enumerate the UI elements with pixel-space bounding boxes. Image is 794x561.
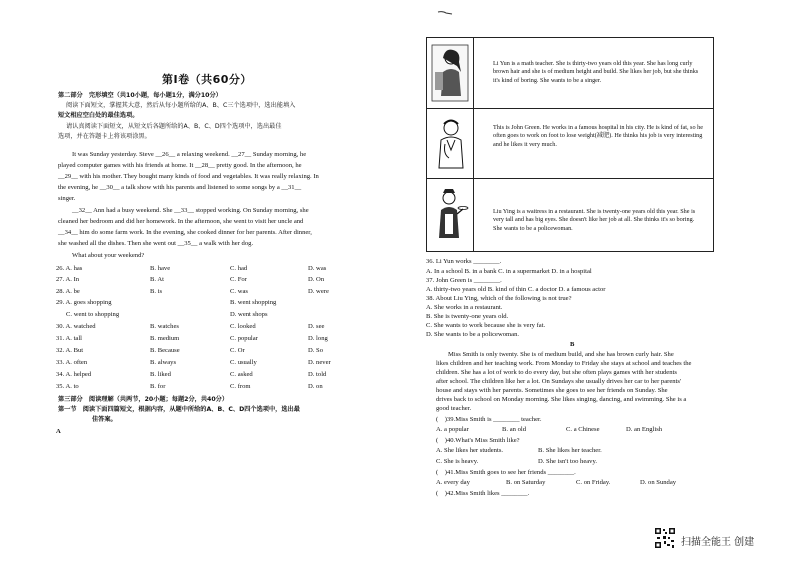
option-a: 31. A. tall xyxy=(56,335,83,342)
passage-b-line: after school. The children like her a lot. On Sundays she usually drives her car to her parents' xyxy=(436,378,682,385)
option-c: C. popular xyxy=(230,335,258,342)
option-d: D. long xyxy=(308,335,328,342)
option-c: C. a Chinese xyxy=(566,426,600,433)
option-b: B. an old xyxy=(502,426,526,433)
section-b-label: B xyxy=(570,341,575,348)
passage-line: __29__ with his mother. They bought many kinds of food and vegetables. It was really relaxing. In xyxy=(58,173,319,180)
doctor-illustration xyxy=(431,114,469,172)
question-38-option: C. She wants to work because she is very fat. xyxy=(426,322,546,329)
passage-b-line: drives back to school on Monday morning. She likes singing, dancing, and swimming. She is a xyxy=(436,396,687,403)
passage-line: cleaned her bedroom and did her homework. In the afternoon, she went to visit her uncle and xyxy=(58,218,304,225)
passage-liu-ying: Liu Ying is a waitress in a restaurant. She is twenty-one years old this year. She is very tall and has big eyes. She doesn't like her job at all. She thinks it's so boring. She wants to be a policewoman. xyxy=(493,208,696,232)
part3-section1: 第一节 阅读下面四篇短文，根据内容，从题中所给的A、B、C、D四个选项中，选出最 xyxy=(58,406,300,413)
option-c: C. Or xyxy=(230,347,245,354)
question-38-option: A. She works in a restaurant. xyxy=(426,304,503,311)
waitress-illustration xyxy=(431,184,469,242)
option-c: C. usually xyxy=(230,359,257,366)
option-d: D. On xyxy=(308,276,325,283)
passage-line: __32__ Ann had a busy weekend. She __33__ stopped working. On Sunday morning, she xyxy=(72,207,309,214)
option-b: B. watches xyxy=(150,323,179,330)
option-c: C. from xyxy=(230,383,251,390)
option-a: A. She likes her students. xyxy=(436,447,504,454)
option-d: D. was xyxy=(308,265,327,272)
question-38-option: D. She wants to be a policewoman. xyxy=(426,331,520,338)
scan-mark xyxy=(437,10,453,16)
question-37-options: A. thirty-two years old B. kind of thin C. a doctor D. a famous actor xyxy=(426,286,606,293)
option-b: B. medium xyxy=(150,335,180,342)
option-a: 29. A. goes shopping xyxy=(56,299,112,306)
option-c: C. on Friday. xyxy=(576,479,611,486)
option-a: 32. A. But xyxy=(56,347,84,354)
option-a: 34. A. helped xyxy=(56,371,92,378)
option-b: B. Because xyxy=(150,347,180,354)
passage-line: __34__ him do some farm work. In the evening, she cooked dinner for her parents. After dinner, xyxy=(58,229,312,236)
option-d: D. on xyxy=(308,383,323,390)
option-b: B. is xyxy=(150,288,163,295)
option-a: 27. A. In xyxy=(56,276,80,283)
question-41: ( )41.Miss Smith goes to see her friends ________. xyxy=(436,469,576,476)
passage-li-yun: Li Yun is a math teacher. She is thirty-two years old this year. She has long curly brown hair and she is of medium height and build. She likes her job, but she thinks it's kind of boring. She wants to be a singer. xyxy=(493,60,699,84)
passage-b-line: children. She has a lot of work to do every day, but she often plays games with her students xyxy=(436,369,677,376)
passage-b-line: likes children and her teaching work. From Monday to Friday she stays at school and teaches the xyxy=(436,360,692,367)
passage-line: played computer games with his friends at home. It __28__ pretty good. In the afternoon, he xyxy=(58,162,302,169)
reading-a-box xyxy=(426,37,714,252)
option-d: D. were xyxy=(308,288,329,295)
option-b: B. She likes her teacher. xyxy=(538,447,602,454)
option-d: D. went shops xyxy=(230,311,268,318)
option-c: C. asked xyxy=(230,371,253,378)
question-40: ( )40.What's Miss Smith like? xyxy=(436,437,520,444)
part3-section1: 佳答案。 xyxy=(92,416,117,423)
option-c: C. was xyxy=(230,288,248,295)
option-d: D. told xyxy=(308,371,327,378)
passage-b-line: house and stays with her parents. Sometimes she goes to see her friends on Sunday. She xyxy=(436,387,668,394)
option-a: 30. A. watched xyxy=(56,323,96,330)
question-39: ( )39.Miss Smith is ________ teacher. xyxy=(436,416,542,423)
option-c: C. had xyxy=(230,265,248,272)
question-38: 38. About Liu Ying, which of the following is not true? xyxy=(426,295,572,302)
passage-b-line: Miss Smith is only twenty. She is of medium build, and she has brown curly hair. She xyxy=(448,351,674,358)
option-c: C. looked xyxy=(230,323,256,330)
option-a: A. a popular xyxy=(436,426,469,433)
option-b: B. have xyxy=(150,265,171,272)
passage-line: It was Sunday yesterday. Steve __26__ a relaxing weekend. __27__ Sunday morning, he xyxy=(72,151,307,158)
option-d: D. So xyxy=(308,347,324,354)
passage-line: she washed all the dishes. Then she went out __35__ a walk with her dog. xyxy=(58,240,254,247)
option-c: C. went to shopping xyxy=(66,311,120,318)
option-d: D. She isn't too heavy. xyxy=(538,458,597,465)
option-a: A. every day xyxy=(436,479,470,486)
option-b: B. At xyxy=(150,276,164,283)
box-divider xyxy=(473,38,474,251)
exam-title: 第Ⅰ卷（共60分） xyxy=(162,73,252,86)
option-b: B. went shopping xyxy=(230,299,277,306)
part3-heading: 第三部分 阅读理解（共两节，20小题；每题2分，共40分） xyxy=(58,396,229,403)
option-c: C. For xyxy=(230,276,247,283)
option-a: 28. A. be xyxy=(56,288,80,295)
option-c: C. She is heavy. xyxy=(436,458,479,465)
part2-instruction: 选项，并在答题卡上将该项涂黑。 xyxy=(58,133,151,140)
passage-john-green: This is John Green. He works in a famous hospital in his city. He is kind of fat, so he often goes to work on foot to lose weight(减肥). He thinks his job is very interesting and he likes it very much. xyxy=(493,124,703,148)
passage-line: What about your weekend? xyxy=(72,252,145,259)
passage-b-line: good teacher. xyxy=(436,405,472,412)
qr-code-icon xyxy=(654,527,676,549)
question-36-options: A. In a school B. in a bank C. in a supermarket D. in a hospital xyxy=(426,268,592,275)
option-d: D. never xyxy=(308,359,331,366)
option-d: D. an English xyxy=(626,426,663,433)
passage-line: the evening, he __30__ a talk show with his parents and listened to some songs by a __31__ xyxy=(58,184,302,191)
option-b: B. for xyxy=(150,383,166,390)
option-a: 26. A. has xyxy=(56,265,83,272)
part2-instruction: 阅读下面短文，掌握其大意，然后从每小题所给的A、B、C三个选项中，选出能填入 xyxy=(66,102,296,109)
part2-instruction: 短文相应空白处的最佳选项。 xyxy=(58,112,139,119)
box-divider xyxy=(427,178,713,179)
box-divider xyxy=(427,108,713,109)
option-b: B. liked xyxy=(150,371,171,378)
passage-line: singer. xyxy=(58,195,76,202)
scanner-watermark: 扫描全能王 创建 xyxy=(681,537,755,548)
question-36: 36. Li Yun works ________. xyxy=(426,258,502,265)
section-a-label: A xyxy=(56,428,61,435)
part2-instruction: 请认真阅读下面短文，从短文后各题所给的A、B、C、D四个选项中，选出最佳 xyxy=(66,123,282,130)
question-42: ( )42.Miss Smith likes ________. xyxy=(436,490,530,497)
option-a: 33. A. often xyxy=(56,359,88,366)
question-37: 37. John Green is ________. xyxy=(426,277,502,284)
question-38-option: B. She is twenty-one years old. xyxy=(426,313,509,320)
option-a: 35. A. to xyxy=(56,383,79,390)
option-d: D. on Sunday xyxy=(640,479,677,486)
option-b: B. always xyxy=(150,359,177,366)
option-b: B. on Saturday xyxy=(506,479,546,486)
teacher-illustration xyxy=(431,44,469,102)
option-d: D. see xyxy=(308,323,325,330)
part2-heading: 第二部分 完形填空（共10小题，每小题1分，满分10分） xyxy=(58,92,222,99)
